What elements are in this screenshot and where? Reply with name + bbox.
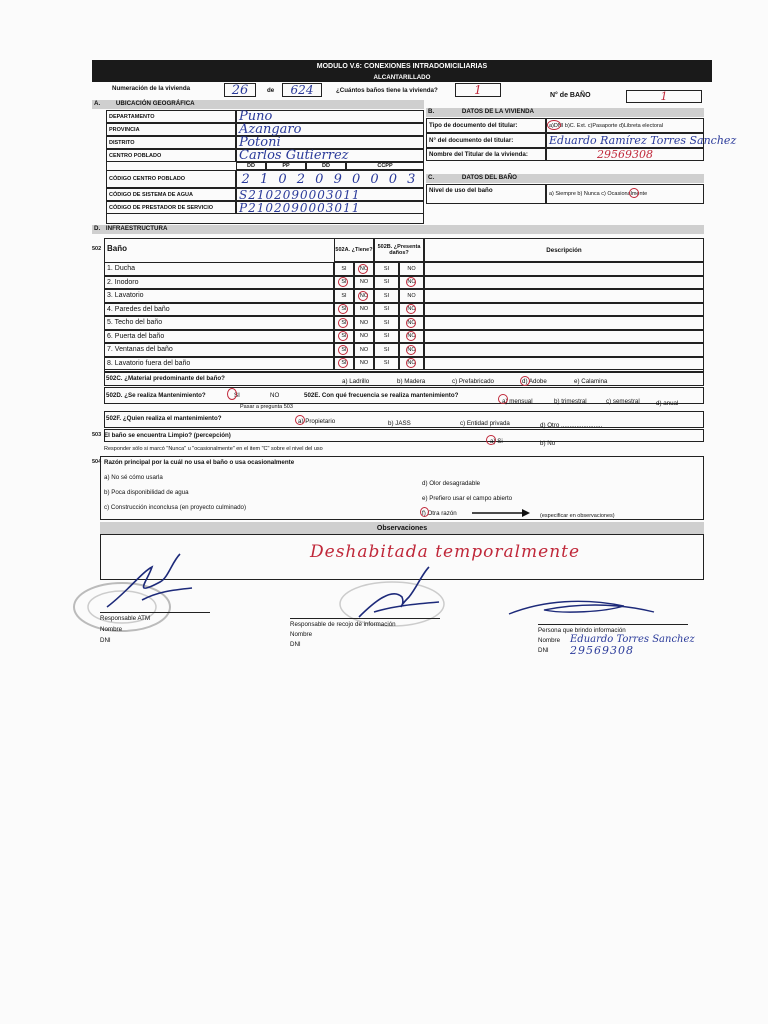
q503-code: 503 (92, 432, 102, 438)
item-b-si[interactable]: SI (374, 276, 399, 290)
col-502b: 502B. ¿Presenta daños? (374, 238, 424, 262)
item-label: 5. Techo del baño (104, 316, 334, 330)
q502f-opt-a[interactable]: a) Propietario (298, 418, 336, 425)
selection-mark (406, 277, 416, 287)
selection-mark (338, 277, 348, 287)
q502f-opt-c[interactable]: c) Entidad privada (460, 420, 510, 427)
sig3-dni: DNI (538, 647, 549, 654)
q504-opt-a[interactable]: a) No sé cómo usarla (104, 474, 163, 481)
nombre-titular-label: Nombre del Titular de la vivienda: (426, 148, 546, 161)
prestador-label: CÓDIGO DE PRESTADOR DE SERVICIO (106, 201, 236, 214)
item-description[interactable] (424, 330, 704, 344)
ocasional-selected-mark (629, 188, 639, 198)
nivel-uso-label: Nivel de uso del baño (426, 184, 546, 204)
item-label: 7. Ventanas del baño (104, 343, 334, 357)
section-b-header (426, 108, 704, 117)
item-label: 4. Paredes del baño (104, 303, 334, 317)
limpio-si-selected-mark (486, 435, 496, 445)
banos-field[interactable]: 1 (455, 83, 501, 97)
item-label: 1. Ducha (104, 262, 334, 276)
code-502: 502 (92, 246, 102, 252)
item-b-si[interactable]: SI (374, 303, 399, 317)
departamento-label: DEPARTAMENTO (106, 110, 236, 123)
code-header-ccpp: CCPP (346, 162, 424, 170)
q502e-label: 502E. Con qué frecuencia se realiza mantenimiento? (304, 392, 459, 399)
q504-label: Razón principal por la cuál no usa el baño o usa ocasionalmente (104, 459, 295, 466)
q504-opt-d[interactable]: d) Olor desagradable (422, 480, 481, 487)
section-d-title: INFRAESTRUCTURA (105, 225, 168, 232)
item-a-si[interactable]: SI (334, 316, 354, 330)
item-b-si[interactable]: SI (374, 357, 399, 371)
signature-line-2 (290, 618, 440, 619)
item-b-no[interactable]: NO (399, 276, 424, 290)
item-b-no[interactable]: NO (399, 316, 424, 330)
dni-selected-mark (547, 120, 561, 130)
code-header-pp: PP (266, 162, 306, 170)
item-a-no[interactable]: NO (354, 276, 374, 290)
tipo-doc-label: Tipo de documento del titular: (426, 118, 546, 133)
distrito-label: DISTRITO (106, 136, 236, 149)
section-b-letter: B. (428, 108, 435, 115)
nbano-field[interactable]: 1 (626, 90, 702, 103)
selection-mark (338, 318, 348, 328)
item-b-no[interactable]: NO (399, 303, 424, 317)
item-a-no[interactable]: NO (354, 343, 374, 357)
q502d-si[interactable]: SI (234, 392, 240, 399)
item-label: 3. Lavatorio (104, 289, 334, 303)
provincia-label: PROVINCIA (106, 123, 236, 136)
mant-si-selected-mark (227, 388, 237, 400)
sig1-nombre: Nombre (100, 626, 123, 633)
q502d-no[interactable]: NO (270, 392, 280, 399)
section-c-title: DATOS DEL BAÑO (461, 174, 517, 181)
item-description[interactable] (424, 303, 704, 317)
item-b-si[interactable]: SI (374, 262, 399, 276)
especificar-note: (especificar en observaciones) (540, 513, 615, 519)
item-a-no[interactable]: NO (354, 357, 374, 371)
item-description[interactable] (424, 262, 704, 276)
codigo-field[interactable]: 2 1 0 2 0 9 0 0 0 3 (236, 170, 424, 188)
item-b-si[interactable]: SI (374, 343, 399, 357)
sig2-dni: DNI (290, 641, 301, 648)
arrow-right-icon (472, 508, 532, 518)
col-502a: 502A. ¿Tiene? (334, 238, 374, 262)
observaciones-title: Observaciones (100, 522, 704, 534)
item-b-no[interactable]: NO (399, 343, 424, 357)
section-a-title: UBICACIÓN GEOGRÁFICA (115, 100, 195, 107)
q502e-opt-a[interactable]: a) mensual (502, 398, 533, 405)
selection-mark (406, 304, 416, 314)
prestador-field[interactable]: P2102090003011 (236, 201, 424, 214)
observaciones-text: Deshabitada temporalmente (310, 542, 581, 562)
item-b-si[interactable]: SI (374, 289, 399, 303)
code-header-dd: DD (236, 162, 266, 170)
q502c-opt-c[interactable]: c) Prefabricado (452, 378, 494, 385)
q502f-opt-b[interactable]: b) JASS (388, 420, 411, 427)
nivel-uso-options[interactable]: a) Siempre b) Nunca c) Ocasionalmente (546, 184, 704, 204)
numeracion-label: Numeración de la vivienda (112, 85, 191, 92)
centro-poblado-field[interactable]: Carlos Gutierrez (236, 149, 424, 162)
ndoc-label: N° del documento del titular: (426, 133, 546, 148)
signature-persona-icon (504, 592, 664, 624)
selection-mark (338, 358, 348, 368)
q502e-opt-b[interactable]: b) trimestral (554, 398, 587, 405)
selection-mark (338, 304, 348, 314)
col-descripcion: Descripción (424, 238, 704, 262)
section-d-letter: D. (94, 225, 101, 232)
q503-opt-b[interactable]: b) No (540, 440, 556, 447)
item-description[interactable] (424, 289, 704, 303)
sig3-role: Persona que brindo información (538, 627, 626, 634)
centro-poblado-label: CENTRO POBLADO (106, 149, 236, 162)
item-a-no[interactable]: NO (354, 289, 374, 303)
item-a-si[interactable]: SI (334, 289, 354, 303)
item-b-no[interactable]: NO (399, 330, 424, 344)
sig2-nombre: Nombre (290, 631, 313, 638)
selection-mark (406, 345, 416, 355)
item-a-si[interactable]: SI (334, 276, 354, 290)
nbano-label: N° de BAÑO (550, 92, 591, 99)
item-a-si[interactable]: SI (334, 303, 354, 317)
q504-opt-b[interactable]: b) Poca disponibilidad de agua (104, 489, 189, 496)
section-d-header (92, 225, 704, 234)
bano-label: Baño (107, 244, 127, 253)
section-b-title: DATOS DE LA VIVIENDA (461, 108, 535, 115)
sig3-nombre-value: Eduardo Torres Sanchez (570, 634, 695, 645)
item-a-si[interactable]: SI (334, 357, 354, 371)
codigo-label: CÓDIGO CENTRO POBLADO (106, 170, 236, 188)
q503-label: El baño se encuentra Limpio? (percepción) (104, 432, 231, 439)
selection-mark (358, 291, 368, 301)
selection-mark (406, 358, 416, 368)
tipo-doc-options[interactable]: a)DNI b)C. Ext. c)Pasaporte d)Libreta electoral (546, 118, 704, 133)
q504-opt-f[interactable]: f) Otra razón (422, 510, 457, 517)
item-label: 6. Puerta del baño (104, 330, 334, 344)
q502c-opt-b[interactable]: b) Madera (397, 378, 426, 385)
q504-opt-c[interactable]: c) Construcción inconclusa (en proyecto culminado) (104, 504, 247, 511)
form-title: MODULO V.6: CONEXIONES INTRADOMICILIARIAS (92, 60, 712, 72)
q502e-opt-d[interactable]: d) anual (656, 400, 679, 407)
propietario-selected-mark (295, 415, 305, 425)
section-c-letter: C. (428, 174, 435, 181)
item-a-si[interactable]: SI (334, 262, 354, 276)
section-a-letter: A. (94, 100, 101, 107)
de-label: de (267, 87, 275, 94)
sig1-role: Responsable ATM (100, 615, 151, 622)
q503-opt-a[interactable]: a) Si (490, 438, 503, 445)
q502e-opt-c[interactable]: c) semestral (606, 398, 640, 405)
selection-mark (406, 318, 416, 328)
item-a-no[interactable]: NO (354, 316, 374, 330)
item-a-no[interactable]: NO (354, 262, 374, 276)
q502c-label: 502C. ¿Material predominante del baño? (106, 375, 225, 382)
agua-label: CÓDIGO DE SISTEMA DE AGUA (106, 188, 236, 201)
sig3-nombre: Nombre (538, 637, 561, 644)
item-b-no[interactable]: NO (399, 289, 424, 303)
code-header-dd2: DD (306, 162, 346, 170)
q502c-opt-a[interactable]: a) Ladrillo (342, 378, 370, 385)
adobe-selected-mark (520, 376, 530, 386)
provincia-field[interactable]: Azangaro (236, 123, 424, 136)
item-b-no[interactable]: NO (399, 262, 424, 276)
item-description[interactable] (424, 357, 704, 371)
q502c-opt-e[interactable]: e) Calamina (574, 378, 608, 385)
q502d-label: 502D. ¿Se realiza Mantenimiento? (106, 392, 206, 399)
form-subtitle: ALCANTARILLADO (92, 72, 712, 82)
selection-mark (358, 264, 368, 274)
selection-mark (338, 331, 348, 341)
item-a-si[interactable]: SI (334, 330, 354, 344)
pasar-note: Pasar a pregunta 503 (240, 404, 293, 410)
total-field[interactable]: 624 (282, 83, 322, 97)
q504-opt-e[interactable]: e) Prefiero usar el campo abierto (422, 495, 513, 502)
selection-mark (338, 345, 348, 355)
banos-label: ¿Cuántos baños tiene la vivienda? (336, 87, 438, 94)
item-description[interactable] (424, 276, 704, 290)
signature-line-1 (100, 612, 210, 613)
section-c-header (426, 174, 704, 183)
q502f-opt-d[interactable]: d) Otro ........................ (540, 422, 603, 429)
ndoc-field[interactable]: Eduardo Ramírez Torres Sanchez (546, 133, 704, 148)
nombre-titular-field[interactable]: 29569308 (546, 148, 704, 161)
item-description[interactable] (424, 316, 704, 330)
mensual-selected-mark (498, 394, 508, 404)
item-a-no[interactable]: NO (354, 330, 374, 344)
item-a-si[interactable]: SI (334, 343, 354, 357)
distrito-field[interactable]: Potoni (236, 136, 424, 149)
sig1-dni: DNI (100, 637, 111, 644)
item-label: 2. Inodoro (104, 276, 334, 290)
survey-form (92, 52, 737, 666)
otra-razon-selected-mark (420, 507, 429, 517)
item-description[interactable] (424, 343, 704, 357)
item-label: 8. Lavatorio fuera del baño (104, 357, 334, 371)
signature-recojo-icon (354, 562, 444, 622)
signature-atm-icon (102, 552, 202, 612)
section-a-header (92, 100, 424, 109)
sig2-role: Responsable de recojo de información (290, 621, 396, 628)
item-b-no[interactable]: NO (399, 357, 424, 371)
q504-code: 504 (92, 459, 102, 465)
item-b-si[interactable]: SI (374, 316, 399, 330)
sig3-dni-value: 29569308 (570, 644, 634, 657)
q502c-opt-d[interactable]: d) Adobe (522, 378, 547, 385)
responder-note: Responder sólo si marcó "Nunca" u "ocasionalmente" en el item "C" sobre el nivel del uso (104, 446, 323, 452)
item-b-si[interactable]: SI (374, 330, 399, 344)
departamento-field[interactable]: Puno (236, 110, 424, 123)
selection-mark (406, 331, 416, 341)
q502f-label: 502F. ¿Quien realiza el mantenimiento? (106, 415, 222, 422)
signature-line-3 (538, 624, 688, 625)
numeracion-field[interactable]: 26 (224, 83, 256, 97)
item-a-no[interactable]: NO (354, 303, 374, 317)
agua-field[interactable]: S2102090003011 (236, 188, 424, 201)
